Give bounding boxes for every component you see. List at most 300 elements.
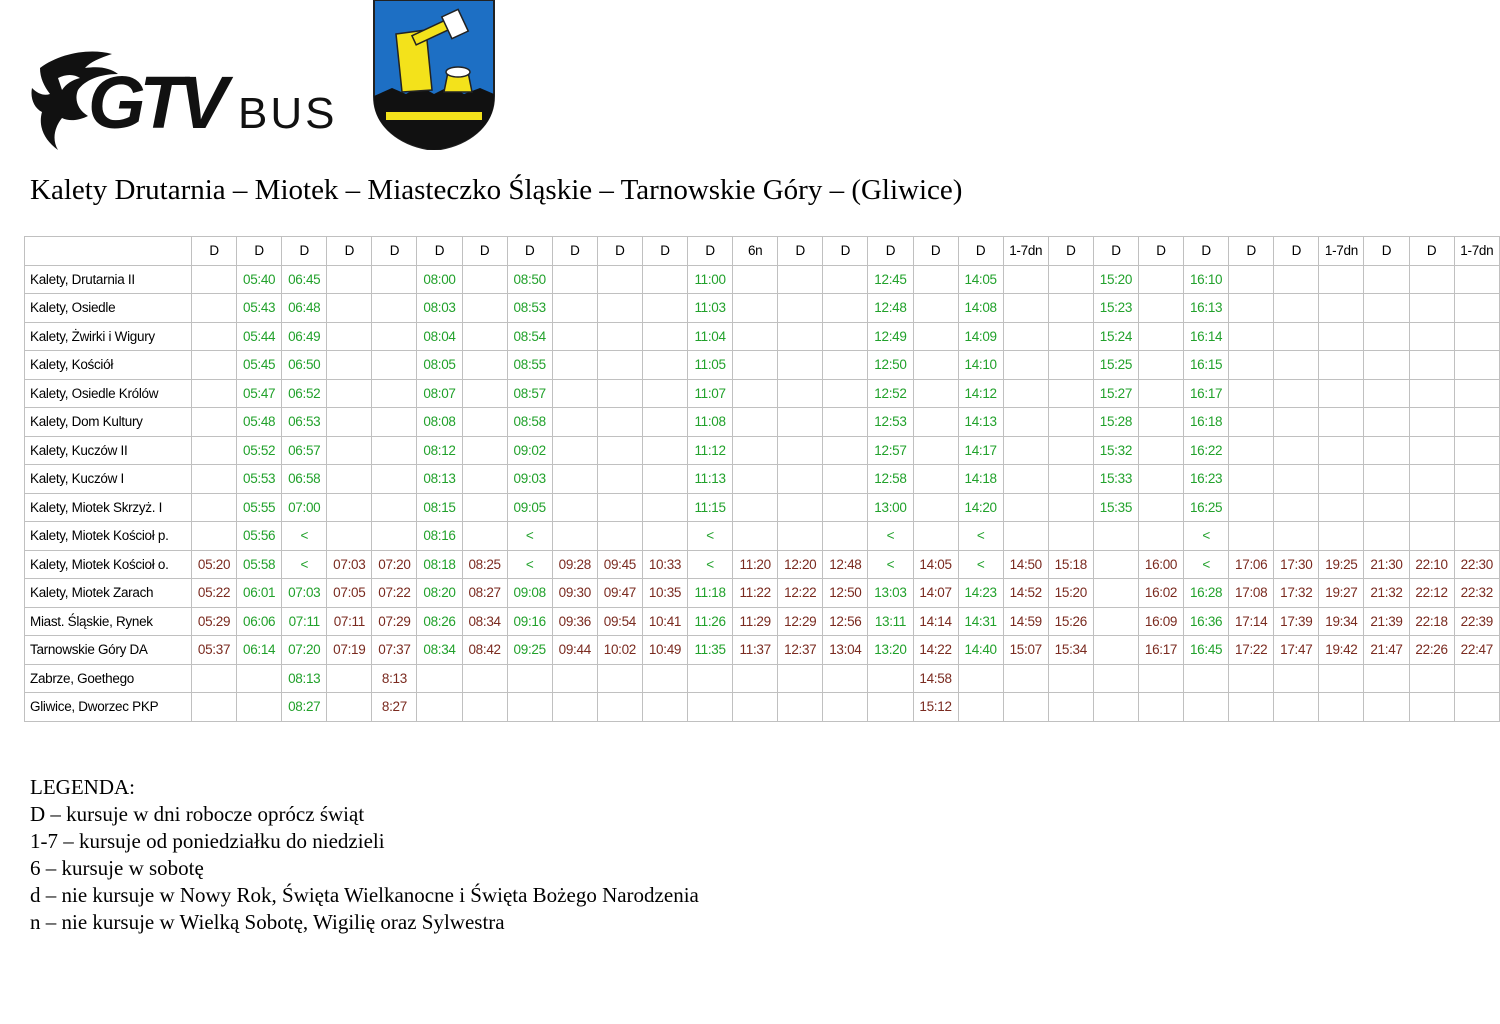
departure-time	[1229, 493, 1274, 522]
departure-time	[1138, 265, 1183, 294]
departure-time: 08:20	[417, 579, 462, 608]
departure-time: <	[507, 550, 552, 579]
departure-time	[192, 693, 237, 722]
departure-time	[642, 522, 687, 551]
departure-time: 15:27	[1093, 379, 1138, 408]
departure-time	[778, 522, 823, 551]
departure-time: 08:57	[507, 379, 552, 408]
departure-time	[1138, 522, 1183, 551]
legend-item: D – kursuje w dni robocze oprócz świąt	[30, 802, 365, 826]
departure-time: 16:02	[1138, 579, 1183, 608]
departure-time	[1409, 493, 1454, 522]
departure-time	[507, 664, 552, 693]
stop-name: Kalety, Żwirki i Wigury	[25, 322, 192, 351]
departure-time	[372, 351, 417, 380]
gtv-bus-logo	[30, 48, 350, 153]
departure-time: 10:02	[597, 636, 642, 665]
departure-time	[192, 322, 237, 351]
page-title: Kalety Drutarnia – Miotek – Miasteczko Śląskie – Tarnowskie Góry – (Gliwice)	[30, 174, 963, 206]
departure-time	[733, 493, 778, 522]
column-header: D	[1274, 237, 1319, 266]
departure-time: 13:00	[868, 493, 913, 522]
table-row	[25, 579, 1500, 608]
table-row	[25, 408, 1500, 437]
departure-time: 06:14	[237, 636, 282, 665]
departure-time: 14:31	[958, 607, 1003, 636]
departure-time: 05:43	[237, 294, 282, 323]
column-header: 1-7dn	[1454, 237, 1499, 266]
stop-name: Kalety, Miotek Kościoł o.	[25, 550, 192, 579]
departure-time: 08:18	[417, 550, 462, 579]
column-header: D	[282, 237, 327, 266]
departure-time: 10:49	[642, 636, 687, 665]
departure-time: 17:22	[1229, 636, 1274, 665]
departure-time: 15:26	[1048, 607, 1093, 636]
departure-time: 15:20	[1093, 265, 1138, 294]
column-header: D	[868, 237, 913, 266]
column-header: D	[1184, 237, 1229, 266]
departure-time	[1454, 465, 1499, 494]
departure-time	[1319, 693, 1364, 722]
departure-time	[462, 322, 507, 351]
departure-time	[1454, 522, 1499, 551]
departure-time	[913, 522, 958, 551]
departure-time	[1138, 294, 1183, 323]
departure-time: 12:52	[868, 379, 913, 408]
departure-time	[1003, 493, 1048, 522]
departure-time: 05:47	[237, 379, 282, 408]
departure-time	[1229, 522, 1274, 551]
departure-time	[1229, 265, 1274, 294]
departure-time	[1048, 522, 1093, 551]
departure-time: 06:53	[282, 408, 327, 437]
stop-name: Kalety, Kuczów I	[25, 465, 192, 494]
departure-time: 05:52	[237, 436, 282, 465]
departure-time: 14:58	[913, 664, 958, 693]
departure-time	[642, 322, 687, 351]
departure-time: 21:39	[1364, 607, 1409, 636]
table-row	[25, 322, 1500, 351]
departure-time: <	[282, 522, 327, 551]
departure-time: 05:53	[237, 465, 282, 494]
column-header: D	[642, 237, 687, 266]
departure-time	[1003, 664, 1048, 693]
column-header: D	[237, 237, 282, 266]
departure-time	[1003, 265, 1048, 294]
departure-time: 15:28	[1093, 408, 1138, 437]
departure-time: 08:42	[462, 636, 507, 665]
departure-time	[1454, 436, 1499, 465]
departure-time: 05:48	[237, 408, 282, 437]
departure-time	[552, 322, 597, 351]
departure-time	[778, 693, 823, 722]
departure-time	[552, 693, 597, 722]
departure-time: 16:13	[1184, 294, 1229, 323]
header-corner	[25, 237, 192, 266]
departure-time: 16:00	[1138, 550, 1183, 579]
departure-time	[1409, 379, 1454, 408]
departure-time	[913, 265, 958, 294]
departure-time	[823, 693, 868, 722]
column-header: D	[823, 237, 868, 266]
departure-time: 16:14	[1184, 322, 1229, 351]
departure-time: 12:57	[868, 436, 913, 465]
departure-time	[552, 379, 597, 408]
departure-time	[642, 693, 687, 722]
departure-time: 22:39	[1454, 607, 1499, 636]
departure-time	[642, 294, 687, 323]
departure-time: 14:18	[958, 465, 1003, 494]
departure-time	[913, 493, 958, 522]
departure-time	[823, 465, 868, 494]
departure-time: 06:01	[237, 579, 282, 608]
departure-time	[733, 379, 778, 408]
departure-time: 08:34	[462, 607, 507, 636]
departure-time	[1184, 693, 1229, 722]
departure-time: 13:04	[823, 636, 868, 665]
departure-time: 12:48	[823, 550, 868, 579]
departure-time	[733, 465, 778, 494]
departure-time	[1364, 436, 1409, 465]
legend-item: 6 – kursuje w sobotę	[30, 856, 204, 880]
departure-time	[1319, 436, 1364, 465]
departure-time: 16:22	[1184, 436, 1229, 465]
departure-time: 05:20	[192, 550, 237, 579]
departure-time	[1364, 351, 1409, 380]
departure-time: 08:58	[507, 408, 552, 437]
departure-time: 05:29	[192, 607, 237, 636]
departure-time	[642, 408, 687, 437]
departure-time: 16:17	[1184, 379, 1229, 408]
departure-time	[192, 522, 237, 551]
departure-time	[1364, 408, 1409, 437]
table-row	[25, 379, 1500, 408]
departure-time: 15:07	[1003, 636, 1048, 665]
departure-time	[778, 265, 823, 294]
departure-time: 07:19	[327, 636, 372, 665]
departure-time: 12:20	[778, 550, 823, 579]
legend-item: n – nie kursuje w Wielką Sobotę, Wigilię oraz Sylwestra	[30, 910, 505, 934]
departure-time	[327, 522, 372, 551]
departure-time	[1274, 465, 1319, 494]
departure-time: 22:18	[1409, 607, 1454, 636]
departure-time: 15:34	[1048, 636, 1093, 665]
departure-time	[462, 294, 507, 323]
departure-time	[1229, 436, 1274, 465]
departure-time: 14:14	[913, 607, 958, 636]
column-header: 1-7dn	[1003, 237, 1048, 266]
legend-item: 1-7 – kursuje od poniedziałku do niedzieli	[30, 829, 385, 853]
departure-time	[1454, 379, 1499, 408]
departure-time: 12:49	[868, 322, 913, 351]
departure-time: 22:47	[1454, 636, 1499, 665]
departure-time: 07:00	[282, 493, 327, 522]
departure-time: 06:48	[282, 294, 327, 323]
departure-time	[1364, 294, 1409, 323]
departure-time	[823, 493, 868, 522]
departure-time: 15:24	[1093, 322, 1138, 351]
departure-time	[1003, 351, 1048, 380]
departure-time: 16:09	[1138, 607, 1183, 636]
departure-time	[1229, 379, 1274, 408]
departure-time: 12:22	[778, 579, 823, 608]
departure-time	[1409, 294, 1454, 323]
departure-time: 06:52	[282, 379, 327, 408]
departure-time	[733, 265, 778, 294]
departure-time	[552, 465, 597, 494]
departure-time	[552, 351, 597, 380]
stop-name: Miast. Śląskie, Rynek	[25, 607, 192, 636]
departure-time: 08:25	[462, 550, 507, 579]
departure-time	[913, 408, 958, 437]
departure-time	[597, 522, 642, 551]
departure-time: 16:18	[1184, 408, 1229, 437]
departure-time	[462, 436, 507, 465]
departure-time	[327, 664, 372, 693]
departure-time: 14:20	[958, 493, 1003, 522]
departure-time: 09:30	[552, 579, 597, 608]
departure-time: 14:07	[913, 579, 958, 608]
departure-time: 19:27	[1319, 579, 1364, 608]
departure-time	[778, 322, 823, 351]
departure-time	[1319, 493, 1364, 522]
departure-time	[237, 664, 282, 693]
departure-time: <	[958, 550, 1003, 579]
departure-time: 06:50	[282, 351, 327, 380]
stop-name: Kalety, Miotek Zarach	[25, 579, 192, 608]
departure-time	[642, 265, 687, 294]
departure-time: 14:59	[1003, 607, 1048, 636]
departure-time	[1364, 265, 1409, 294]
departure-time: 09:45	[597, 550, 642, 579]
departure-time	[1454, 408, 1499, 437]
departure-time: 17:39	[1274, 607, 1319, 636]
departure-time: 07:37	[372, 636, 417, 665]
departure-time: 14:17	[958, 436, 1003, 465]
departure-time: 11:05	[688, 351, 733, 380]
departure-time	[462, 493, 507, 522]
departure-time	[372, 294, 417, 323]
departure-time: 08:15	[417, 493, 462, 522]
departure-time	[192, 465, 237, 494]
departure-time	[1003, 436, 1048, 465]
departure-time: 11:13	[688, 465, 733, 494]
stop-name: Kalety, Kuczów II	[25, 436, 192, 465]
stop-name: Kalety, Osiedle Królów	[25, 379, 192, 408]
departure-time: 07:03	[282, 579, 327, 608]
table-row	[25, 265, 1500, 294]
departure-time	[597, 265, 642, 294]
column-header: 6n	[733, 237, 778, 266]
departure-time	[597, 294, 642, 323]
departure-time: 05:37	[192, 636, 237, 665]
departure-time	[733, 322, 778, 351]
table-row	[25, 636, 1500, 665]
departure-time	[913, 351, 958, 380]
departure-time	[327, 351, 372, 380]
departure-time	[1048, 693, 1093, 722]
departure-time: <	[688, 522, 733, 551]
departure-time: 08:00	[417, 265, 462, 294]
departure-time	[823, 408, 868, 437]
departure-time: 09:02	[507, 436, 552, 465]
departure-time: 14:40	[958, 636, 1003, 665]
departure-time	[823, 322, 868, 351]
departure-time	[1138, 379, 1183, 408]
departure-time	[1229, 465, 1274, 494]
departure-time: 08:07	[417, 379, 462, 408]
column-header: D	[778, 237, 823, 266]
departure-time: 16:17	[1138, 636, 1183, 665]
departure-time	[823, 265, 868, 294]
departure-time	[1093, 579, 1138, 608]
departure-time: 14:09	[958, 322, 1003, 351]
table-row	[25, 465, 1500, 494]
departure-time: 09:47	[597, 579, 642, 608]
departure-time	[192, 294, 237, 323]
column-header: D	[913, 237, 958, 266]
departure-time	[868, 693, 913, 722]
departure-time	[1409, 664, 1454, 693]
departure-time	[597, 465, 642, 494]
departure-time: 14:23	[958, 579, 1003, 608]
column-header: D	[1364, 237, 1409, 266]
departure-time	[1454, 322, 1499, 351]
departure-time: 14:50	[1003, 550, 1048, 579]
departure-time: <	[507, 522, 552, 551]
departure-time: 14:12	[958, 379, 1003, 408]
departure-time	[327, 294, 372, 323]
departure-time	[958, 664, 1003, 693]
table-row	[25, 351, 1500, 380]
departure-time: 15:35	[1093, 493, 1138, 522]
departure-time: 11:29	[733, 607, 778, 636]
departure-time	[1229, 408, 1274, 437]
departure-time: 05:58	[237, 550, 282, 579]
departure-time: 17:14	[1229, 607, 1274, 636]
departure-time: 09:28	[552, 550, 597, 579]
departure-time	[642, 465, 687, 494]
column-header: D	[327, 237, 372, 266]
departure-time	[1003, 322, 1048, 351]
departure-time	[1409, 436, 1454, 465]
departure-time	[597, 493, 642, 522]
departure-time	[1048, 294, 1093, 323]
departure-time	[597, 379, 642, 408]
departure-time: 12:50	[823, 579, 868, 608]
departure-time	[552, 493, 597, 522]
departure-time	[372, 522, 417, 551]
departure-time	[1093, 636, 1138, 665]
departure-time	[1409, 693, 1454, 722]
departure-time	[1454, 265, 1499, 294]
departure-time	[192, 436, 237, 465]
stop-name: Kalety, Miotek Skrzyż. I	[25, 493, 192, 522]
departure-time: <	[1184, 522, 1229, 551]
departure-time: 08:27	[282, 693, 327, 722]
departure-time: 11:22	[733, 579, 778, 608]
departure-time	[1454, 493, 1499, 522]
departure-time: 14:05	[958, 265, 1003, 294]
departure-time: 11:12	[688, 436, 733, 465]
departure-time	[1048, 379, 1093, 408]
departure-time	[1093, 693, 1138, 722]
departure-time: 16:10	[1184, 265, 1229, 294]
departure-time: 05:44	[237, 322, 282, 351]
departure-time	[1138, 322, 1183, 351]
departure-time	[462, 408, 507, 437]
column-header: D	[1138, 237, 1183, 266]
departure-time: 17:06	[1229, 550, 1274, 579]
departure-time: 17:30	[1274, 550, 1319, 579]
departure-time: 07:11	[327, 607, 372, 636]
departure-time: 16:25	[1184, 493, 1229, 522]
departure-time: 08:34	[417, 636, 462, 665]
departure-time	[1274, 379, 1319, 408]
departure-time	[733, 436, 778, 465]
departure-time: 09:25	[507, 636, 552, 665]
stop-name: Kalety, Drutarnia II	[25, 265, 192, 294]
departure-time: 09:44	[552, 636, 597, 665]
column-header: D	[372, 237, 417, 266]
departure-time	[1274, 351, 1319, 380]
departure-time: 10:41	[642, 607, 687, 636]
departure-time: 12:37	[778, 636, 823, 665]
departure-time	[1319, 265, 1364, 294]
departure-time	[462, 265, 507, 294]
departure-time	[1048, 664, 1093, 693]
column-header: D	[1409, 237, 1454, 266]
departure-time	[372, 322, 417, 351]
departure-time	[778, 436, 823, 465]
departure-time	[192, 408, 237, 437]
departure-time: 09:16	[507, 607, 552, 636]
departure-time	[327, 465, 372, 494]
departure-time: 14:52	[1003, 579, 1048, 608]
departure-time	[688, 664, 733, 693]
departure-time	[237, 693, 282, 722]
departure-time	[778, 351, 823, 380]
departure-time	[642, 493, 687, 522]
departure-time: 07:03	[327, 550, 372, 579]
departure-time	[417, 664, 462, 693]
departure-time: 07:05	[327, 579, 372, 608]
departure-time	[868, 664, 913, 693]
table-row	[25, 436, 1500, 465]
departure-time: 15:18	[1048, 550, 1093, 579]
departure-time	[507, 693, 552, 722]
departure-time: 16:23	[1184, 465, 1229, 494]
table-row	[25, 550, 1500, 579]
departure-time: 05:45	[237, 351, 282, 380]
departure-time	[192, 265, 237, 294]
departure-time: 21:47	[1364, 636, 1409, 665]
departure-time: 12:53	[868, 408, 913, 437]
departure-time: 08:04	[417, 322, 462, 351]
departure-time: 08:27	[462, 579, 507, 608]
departure-time: 15:20	[1048, 579, 1093, 608]
departure-time	[597, 664, 642, 693]
departure-time: <	[1184, 550, 1229, 579]
departure-time: <	[868, 550, 913, 579]
departure-time: 08:12	[417, 436, 462, 465]
departure-time: 22:12	[1409, 579, 1454, 608]
departure-time	[1048, 322, 1093, 351]
departure-time: 08:08	[417, 408, 462, 437]
departure-time: 19:34	[1319, 607, 1364, 636]
departure-time: 12:50	[868, 351, 913, 380]
departure-time: 06:58	[282, 465, 327, 494]
